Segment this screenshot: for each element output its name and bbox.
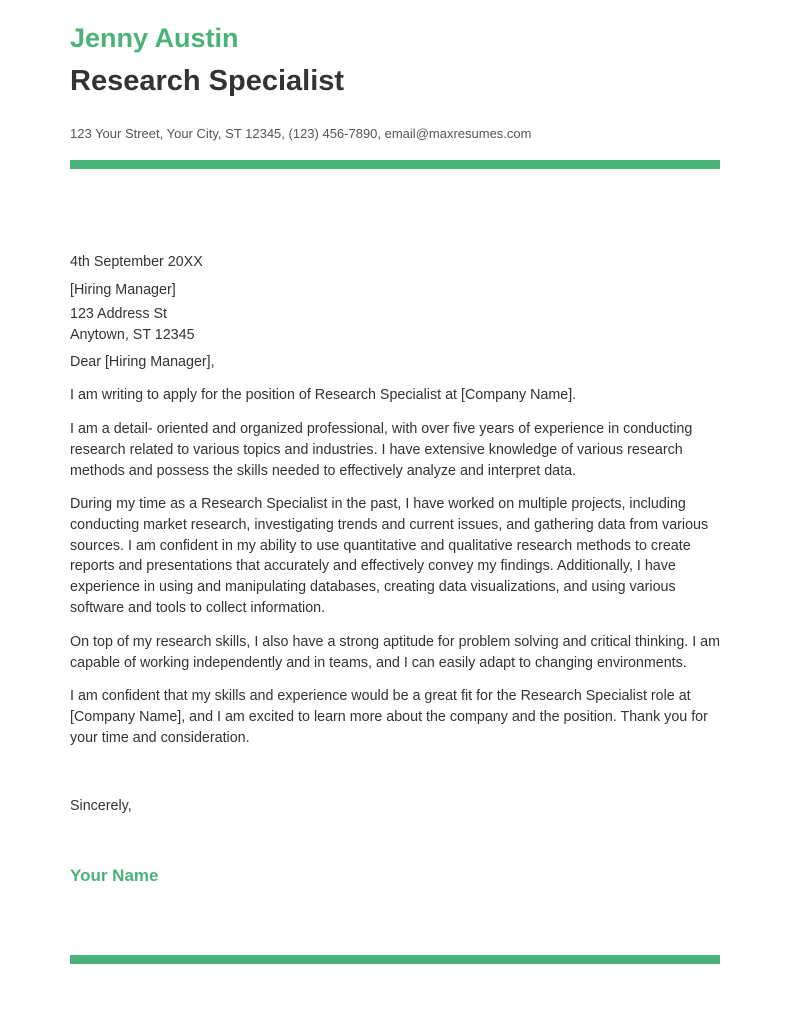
footer-divider	[70, 955, 720, 964]
closing: Sincerely,	[70, 798, 132, 814]
paragraph-skills: On top of my research skills, I also have a strong aptitude for problem solving and critical thinking. I am capable of working independently and in teams, and I can easily adapt to changing environments.	[70, 634, 721, 671]
salutation: Dear [Hiring Manager],	[70, 354, 215, 370]
letter-date: 4th September 20XX	[70, 254, 203, 270]
signature-name: Your Name	[70, 866, 159, 885]
job-title: Research Specialist	[70, 65, 345, 97]
address-line-1: 123 Address St	[70, 306, 167, 322]
paragraph-closing: I am confident that my skills and experience would be a great fit for the Research Specialist role at [Company Name], and I am excited to learn more about the company and the position. Thank you for your time and consideration.	[70, 688, 708, 746]
recipient-address	[70, 304, 730, 346]
paragraph-intro: I am writing to apply for the position of Research Specialist at [Company Name].	[70, 387, 577, 403]
applicant-name: Jenny Austin	[70, 23, 239, 53]
address-line-2: Anytown, ST 12345	[70, 326, 195, 343]
paragraph-experience: I am a detail- oriented and organized professional, with over five years of experience in conducting research related to various topics and industries. I have extensive knowledge of various research methods and possess the skills needed to effectively analyze and interpret data.	[70, 421, 693, 479]
header-divider	[70, 160, 720, 169]
paragraph-projects: During my time as a Research Specialist in the past, I have worked on multiple projects, including conducting market research, investigating trends and current issues, and gathering data from various sources. I am confident in my ability to use quantitative and qualitative research methods to create reports and presentations that accurately and effectively convey my findings. Additionally, I have experience in using and manipulating databases, creating data visualizations, and using various software and tools to collect information.	[70, 496, 709, 616]
recipient-name: [Hiring Manager]	[70, 282, 176, 298]
contact-info: 123 Your Street, Your City, ST 12345, (123) 456-7890, email@maxresumes.com	[70, 126, 532, 141]
